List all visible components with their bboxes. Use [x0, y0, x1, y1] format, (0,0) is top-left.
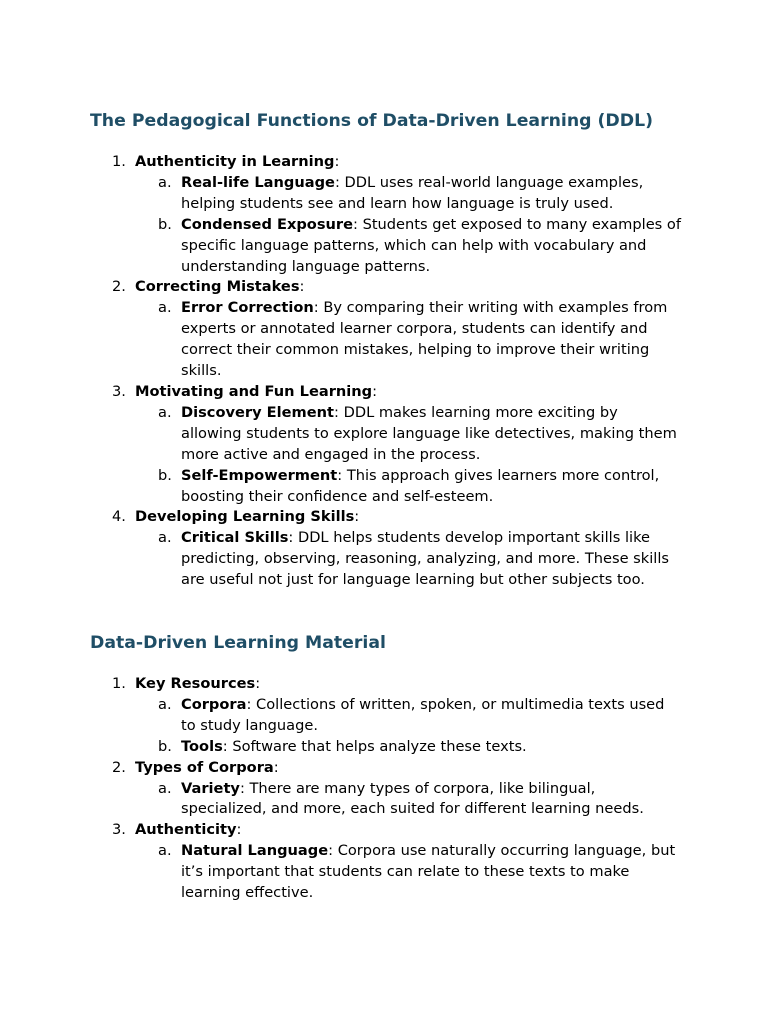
sub-item-term: Self-Empowerment [181, 466, 338, 484]
sub-item-letter: a. [158, 173, 172, 191]
item-title: Authenticity in Learning [135, 153, 335, 170]
sub-item-term: Corpora [181, 695, 247, 713]
list-item: 3. Authenticity: a. Natural Language: Corpora use naturally occurring language, but it’s important that students can relate to these texts to make learning effective. [0, 820, 768, 904]
item-number: 1. [112, 153, 126, 170]
sub-list-item: a. Corpora: Collections of written, spoken, or multimedia texts used to study language. [158, 695, 665, 734]
sub-list [135, 403, 768, 508]
sub-list [135, 695, 768, 758]
sub-list-item: b. Tools: Software that helps analyze these texts. [135, 737, 681, 758]
sub-item-letter: a. [158, 403, 172, 421]
item-number: 3. [112, 382, 126, 400]
item-title: Authenticity [135, 821, 237, 839]
list-item: 4. Developing Learning Skills: a. Critical Skills: DDL helps students develop important skills like predicting, observing, reasoning, analyzing, and more. These skills are useful not just for language learning but other subjects too. [0, 507, 768, 591]
list-item: 2. Correcting Mistakes: a. Error Correction: By comparing their writing with examples from experts or annotated learner corpora, students can identify and correct their common mistakes, helping to improve their writing skills. [0, 277, 768, 382]
sub-item-term: Condensed Exposure [181, 215, 353, 233]
sub-item-letter: b. [158, 737, 172, 755]
sub-item-term: Variety [181, 779, 240, 797]
item-number: 4. [112, 508, 126, 526]
list-item: 1. Authenticity in Learning: a. Real-life Language: DDL uses real-world language examples, helping students see and learn how language is truly used. b. Condensed Exposure: Students get exposed to many examples of specific language patterns, which can help with vocabulary and understanding language patterns. [0, 152, 768, 277]
sub-item-letter: a. [158, 695, 172, 713]
item-title: Developing Learning Skills [135, 508, 355, 526]
sub-item-letter: a. [158, 842, 172, 860]
sub-item-text: DDL helps students develop important skills like predicting, observing, reasoning, analyzing, and more. These skills are useful not just for language learning but other subjects too. [181, 529, 670, 589]
section-heading: The Pedagogical Functions of Data-Driven Learning (DDL) [90, 111, 654, 131]
sub-list [135, 528, 768, 591]
sub-item-text: Collections of written, spoken, or multimedia texts used to study language. [181, 695, 665, 734]
item-title: Motivating and Fun Learning [135, 382, 373, 400]
section-heading: Data-Driven Learning Material [90, 633, 386, 653]
item-number: 3. [112, 821, 126, 839]
sub-list-item: a. Real-life Language: DDL uses real-world language examples, helping students see and learn how language is truly used. [158, 173, 644, 212]
sub-list [135, 841, 768, 904]
list-item: 3. Motivating and Fun Learning: a. Discovery Element: DDL makes learning more exciting by allowing students to explore language like detectives, making them more active and engaged in the process. b. Self-Empowerment: This approach gives learners more control, boosting their confidence and self-esteem. [0, 382, 768, 507]
sub-list [135, 779, 768, 821]
sub-item-term: Error Correction [181, 299, 314, 317]
sub-item-letter: a. [158, 299, 172, 317]
sub-item-text: DDL makes learning more exciting by allowing students to explore language like detectives, making them more active and engaged in the process. [181, 403, 677, 463]
sub-item-text: There are many types of corpora, like bilingual, specialized, and more, each suited for different learning needs. [181, 779, 644, 818]
item-title: Correcting Mistakes [135, 278, 300, 296]
sub-list-item: b. Condensed Exposure: Students get exposed to many examples of specific language patterns, which can help with vocabulary and understanding language patterns. [158, 215, 681, 275]
sub-list [135, 298, 768, 382]
sub-item-text: Corpora use naturally occurring language, but it’s important that students can relate to these texts to make learning effective. [181, 842, 676, 902]
item-number: 2. [112, 758, 126, 776]
sub-item-term: Critical Skills [181, 529, 289, 547]
item-title: Key Resources [135, 675, 256, 692]
sub-list [135, 173, 768, 278]
list-item: 2. Types of Corpora: a. Variety: There are many types of corpora, like bilingual, specialized, and more, each suited for different learning needs. [0, 758, 768, 821]
list-item: 1. Key Resources: a. Corpora: Collections of written, spoken, or multimedia texts used to study language. b. Tools: Software that helps analyze these texts. [0, 674, 768, 758]
sub-item-letter: a. [158, 529, 172, 547]
sub-item-term: Discovery Element [181, 403, 335, 421]
sub-item-letter: b. [158, 466, 172, 484]
item-number: 2. [112, 278, 126, 296]
sub-list-item: a. Error Correction: By comparing their writing with examples from experts or annotated learner corpora, students can identify and correct their common mistakes, helping to improve their writing skills. [158, 299, 668, 380]
sub-item-term: Tools [181, 737, 223, 755]
sub-list-item: a. Discovery Element: DDL makes learning more exciting by allowing students to explore language like detectives, making them more active and engaged in the process. [158, 403, 677, 463]
sub-item-text: By comparing their writing with examples from experts or annotated learner corpora, students can identify and correct their common mistakes, helping to improve their writing skills. [181, 299, 668, 380]
sub-item-text: Software that helps analyze these texts. [232, 737, 527, 755]
sub-item-text: Students get exposed to many examples of specific language patterns, which can help with vocabulary and understanding language patterns. [181, 215, 681, 275]
sub-item-text: DDL uses real-world language examples, helping students see and learn how language is truly used. [181, 173, 644, 212]
sub-list-item: a. Variety: There are many types of corpora, like bilingual, specialized, and more, each suited for different learning needs. [158, 779, 644, 818]
sub-item-letter: b. [158, 215, 172, 233]
item-number: 1. [112, 675, 126, 692]
item-title: Types of Corpora [135, 758, 274, 776]
sub-item-text: This approach gives learners more control, boosting their confidence and self-esteem. [181, 466, 660, 505]
sub-list-item: b. Self-Empowerment: This approach gives learners more control, boosting their confidence and self-esteem. [158, 466, 660, 505]
sub-item-letter: a. [158, 779, 172, 797]
sub-list-item: a. Natural Language: Corpora use naturally occurring language, but it’s important that students can relate to these texts to make learning effective. [158, 842, 676, 902]
numbered-list [0, 152, 768, 591]
sub-item-term: Natural Language [181, 842, 329, 860]
numbered-list [0, 674, 768, 904]
sub-item-term: Real-life Language [181, 173, 335, 191]
sub-list-item: a. Critical Skills: DDL helps students develop important skills like predicting, observing, reasoning, analyzing, and more. These skills are useful not just for language learning but other subjects too. [158, 529, 670, 589]
